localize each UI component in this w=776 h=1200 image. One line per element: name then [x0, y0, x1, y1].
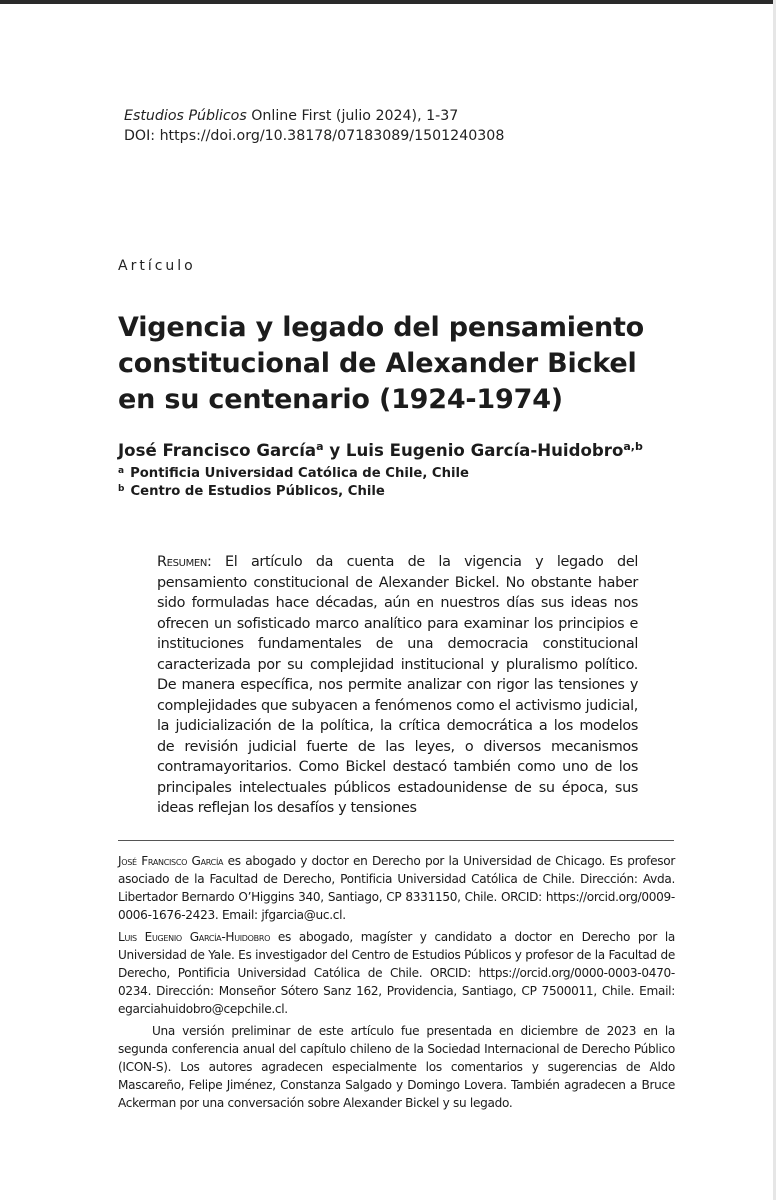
affiliation-a-mark: a	[118, 466, 125, 476]
authors-line	[118, 440, 643, 460]
affiliation-a-text: Pontificia Universidad Católica de Chile, Chile	[130, 466, 469, 481]
affiliation-b-text: Centro de Estudios Públicos, Chile	[130, 484, 385, 499]
author-note-1-text: es abogado y doctor en Derecho por la Universidad de Chicago. Es profesor asociado de la Facultad de Derecho, Pontificia Universidad Católica de Chile. Dirección: Avda. Libertador Bernardo O’Higgins 340, Santiago, CP 8331150, Chile. ORCID: https://orcid.org/0009-0006-1676-2423. Email: jfgarcia@uc.cl.	[118, 854, 675, 923]
journal-name: Estudios Públicos	[124, 108, 247, 124]
journal-citation	[124, 106, 504, 126]
author-note-1-name: José Francisco García	[118, 854, 224, 868]
author-note-2-name: Luis Eugenio García-Huidobro	[118, 930, 271, 944]
top-border	[0, 0, 776, 4]
affiliation-b-mark: b	[118, 484, 125, 494]
journal-header	[124, 106, 504, 146]
abstract: Resumen: El artículo da cuenta de la vigencia y legado del pensamiento constitucional de Alexander Bickel. No obstante haber sido formuladas hace décadas, aún en nuestros días sus ideas nos ofrecen un sofisticado marco analítico para examinar los principios e instituciones fundamentales de una democracia constitucional caracterizada por su complejidad institucional y pluralismo político. De manera específica, nos permite analizar con rigor las tensiones y complejidades que subyacen a fenómenos como el activismo judicial, la judicialización de la política, la crítica democrática a los modelos de revisión judicial fuerte de las leyes, o diversos mecanismos contramayoritarios. Como Bickel destacó también como uno de los principales intelectuales públicos estadounidense de su época, sus ideas reflejan los desafíos y tensiones	[157, 554, 638, 816]
author-2: Luis Eugenio García-Huidobro	[345, 441, 624, 460]
author-note-2-text: es abogado, magíster y candidato a doctor en Derecho por la Universidad de Yale. Es investigador del Centro de Estudios Públicos y profesor de la Facultad de Derecho, Pontificia Universidad Católica de Chile. ORCID: https://orcid.org/0000-0003-0470-0234. Dirección: Monseñor Sótero Sanz 162, Providencia, Santiago, CP 7500011, Chile. Email: egarciahuidobro@cepchile.cl.	[118, 930, 675, 1017]
doi-line[interactable]: DOI: https://doi.org/10.38178/07183089/1501240308	[124, 128, 505, 144]
abstract-text: El artículo da cuenta de la vigencia y legado del pensamiento constitucional de Alexander Bickel. No obstante haber sido formuladas hace décadas, aún en nuestros días sus ideas nos ofrecen un sofisticado marco analítico para examinar los principios e instituciones fundamentales de una democracia constitucional caracterizada por su complejidad institucional y pluralismo político. De manera específica, nos permite analizar con rigor las tensiones y complejidades que subyacen a fenómenos como el activismo judicial, la judicialización de la política, la crítica democrática a los modelos de revisión judicial fuerte de las leyes, o diversos mecanismos contramayoritarios. Como Bickel destacó también como uno de los principales intelectuales públicos estadounidense de su época, sus ideas reflejan los desafíos y tensiones	[157, 554, 638, 816]
author-note-1	[118, 852, 675, 924]
author-1: José Francisco García	[118, 441, 317, 460]
author-2-affil-mark: a,b	[623, 440, 643, 453]
abstract-label: Resumen	[157, 554, 207, 570]
affiliation-a	[118, 466, 469, 481]
author-note-2	[118, 928, 675, 1018]
authors-connector: y	[329, 441, 341, 460]
journal-issue: Online First (julio 2024), 1-37	[251, 108, 459, 124]
acknowledgement-note: Una versión preliminar de este artículo fue presentada en diciembre de 2023 en la segunda conferencia anual del capítulo chileno de la Sociedad Internacional de Derecho Público (ICON-S). Los autores agradecen especialmente los comentarios y sugerencias de Aldo Mascareño, Felipe Jiménez, Constanza Salgado y Domingo Lovera. También agradecen a Bruce Ackerman por una conversación sobre Alexander Bickel y su legado.	[118, 1024, 675, 1111]
article-title: Vigencia y legado del pensamiento constitucional de Alexander Bickel en su centenario (1924-1974)	[118, 312, 645, 415]
author-1-affil-mark: a	[316, 440, 324, 453]
affiliation-b	[118, 484, 385, 499]
section-label: Artículo	[118, 258, 196, 274]
footnote-divider	[118, 840, 674, 841]
